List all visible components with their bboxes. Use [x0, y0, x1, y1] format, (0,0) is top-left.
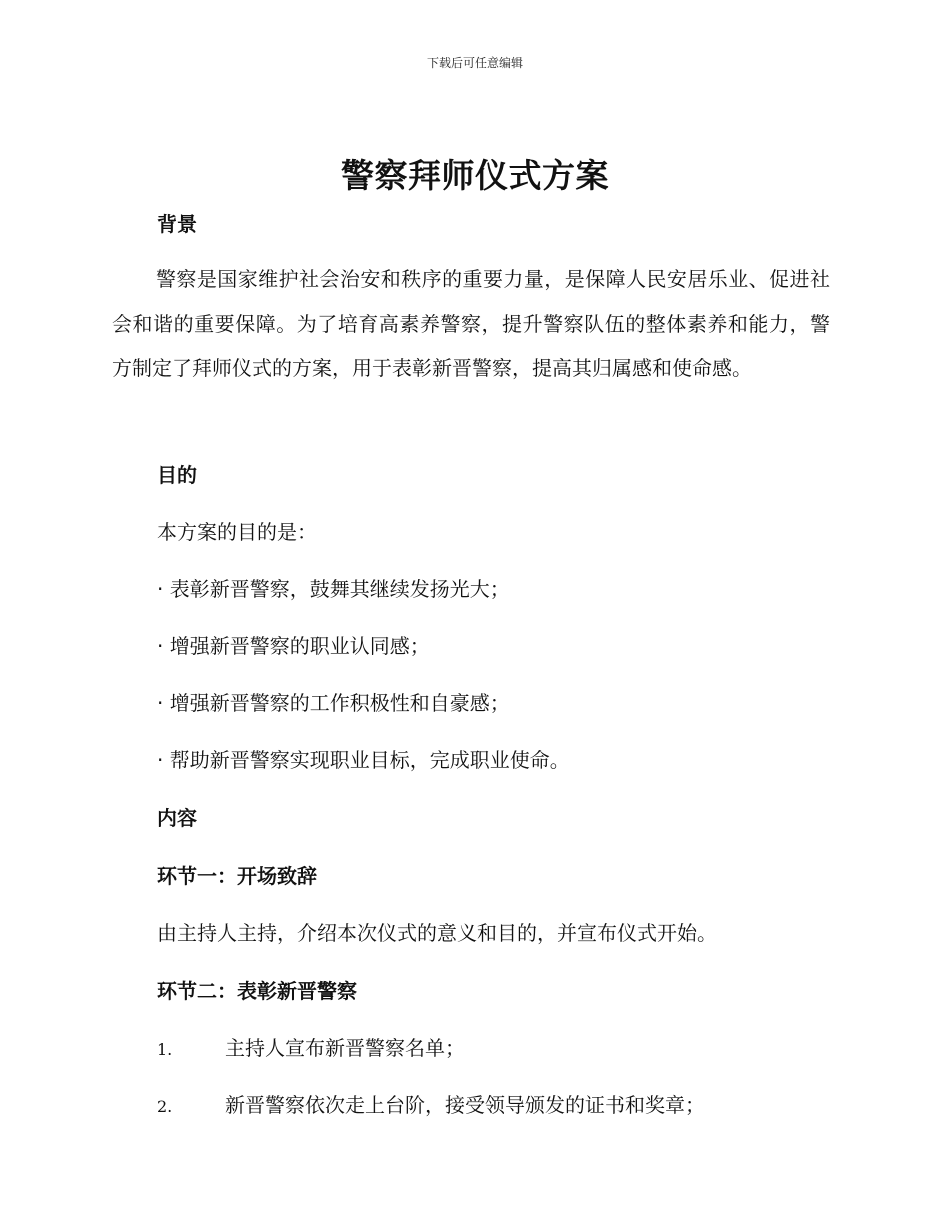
numbered-item [157, 1032, 465, 1061]
section-heading-background: 背景 [157, 212, 197, 236]
purpose-bullet: · 增强新晋警察的工作积极性和自豪感； [157, 691, 510, 715]
section-heading-purpose: 目的 [157, 463, 197, 487]
step1-heading: 环节一：开场致辞 [157, 864, 317, 888]
purpose-bullet: · 帮助新晋警察实现职业目标，完成职业使命。 [157, 748, 570, 772]
header-note: 下载后可任意编辑 [426, 56, 523, 70]
step1-text: 由主持人主持，介绍本次仪式的意义和目的，并宣布仪式开始。 [157, 921, 717, 945]
purpose-bullet: · 增强新晋警察的职业认同感； [157, 634, 430, 658]
item-text: 主持人宣布新晋警察名单； [225, 1036, 465, 1060]
item-number: 2. [157, 1097, 173, 1116]
purpose-intro: 本方案的目的是： [157, 520, 317, 544]
step2-heading: 环节二：表彰新晋警察 [157, 979, 357, 1003]
item-text: 新晋警察依次走上台阶，接受领导颁发的证书和奖章； [225, 1093, 705, 1117]
page-title: 警察拜师仪式方案 [341, 156, 609, 195]
purpose-bullet: · 表彰新晋警察，鼓舞其继续发扬光大； [157, 577, 510, 601]
background-paragraph: 警察是国家维护社会治安和秩序的重要力量，是保障人民安居乐业、促进社会和谐的重要保障。为了培育高素养警察，提升警察队伍的整体素养和能力，警方制定了拜师仪式的方案，用于表彰新晋警察，提高其归属感和使命感。 [112, 267, 830, 380]
numbered-item [157, 1089, 705, 1118]
item-number: 1. [157, 1040, 173, 1059]
section-heading-content: 内容 [157, 806, 197, 830]
